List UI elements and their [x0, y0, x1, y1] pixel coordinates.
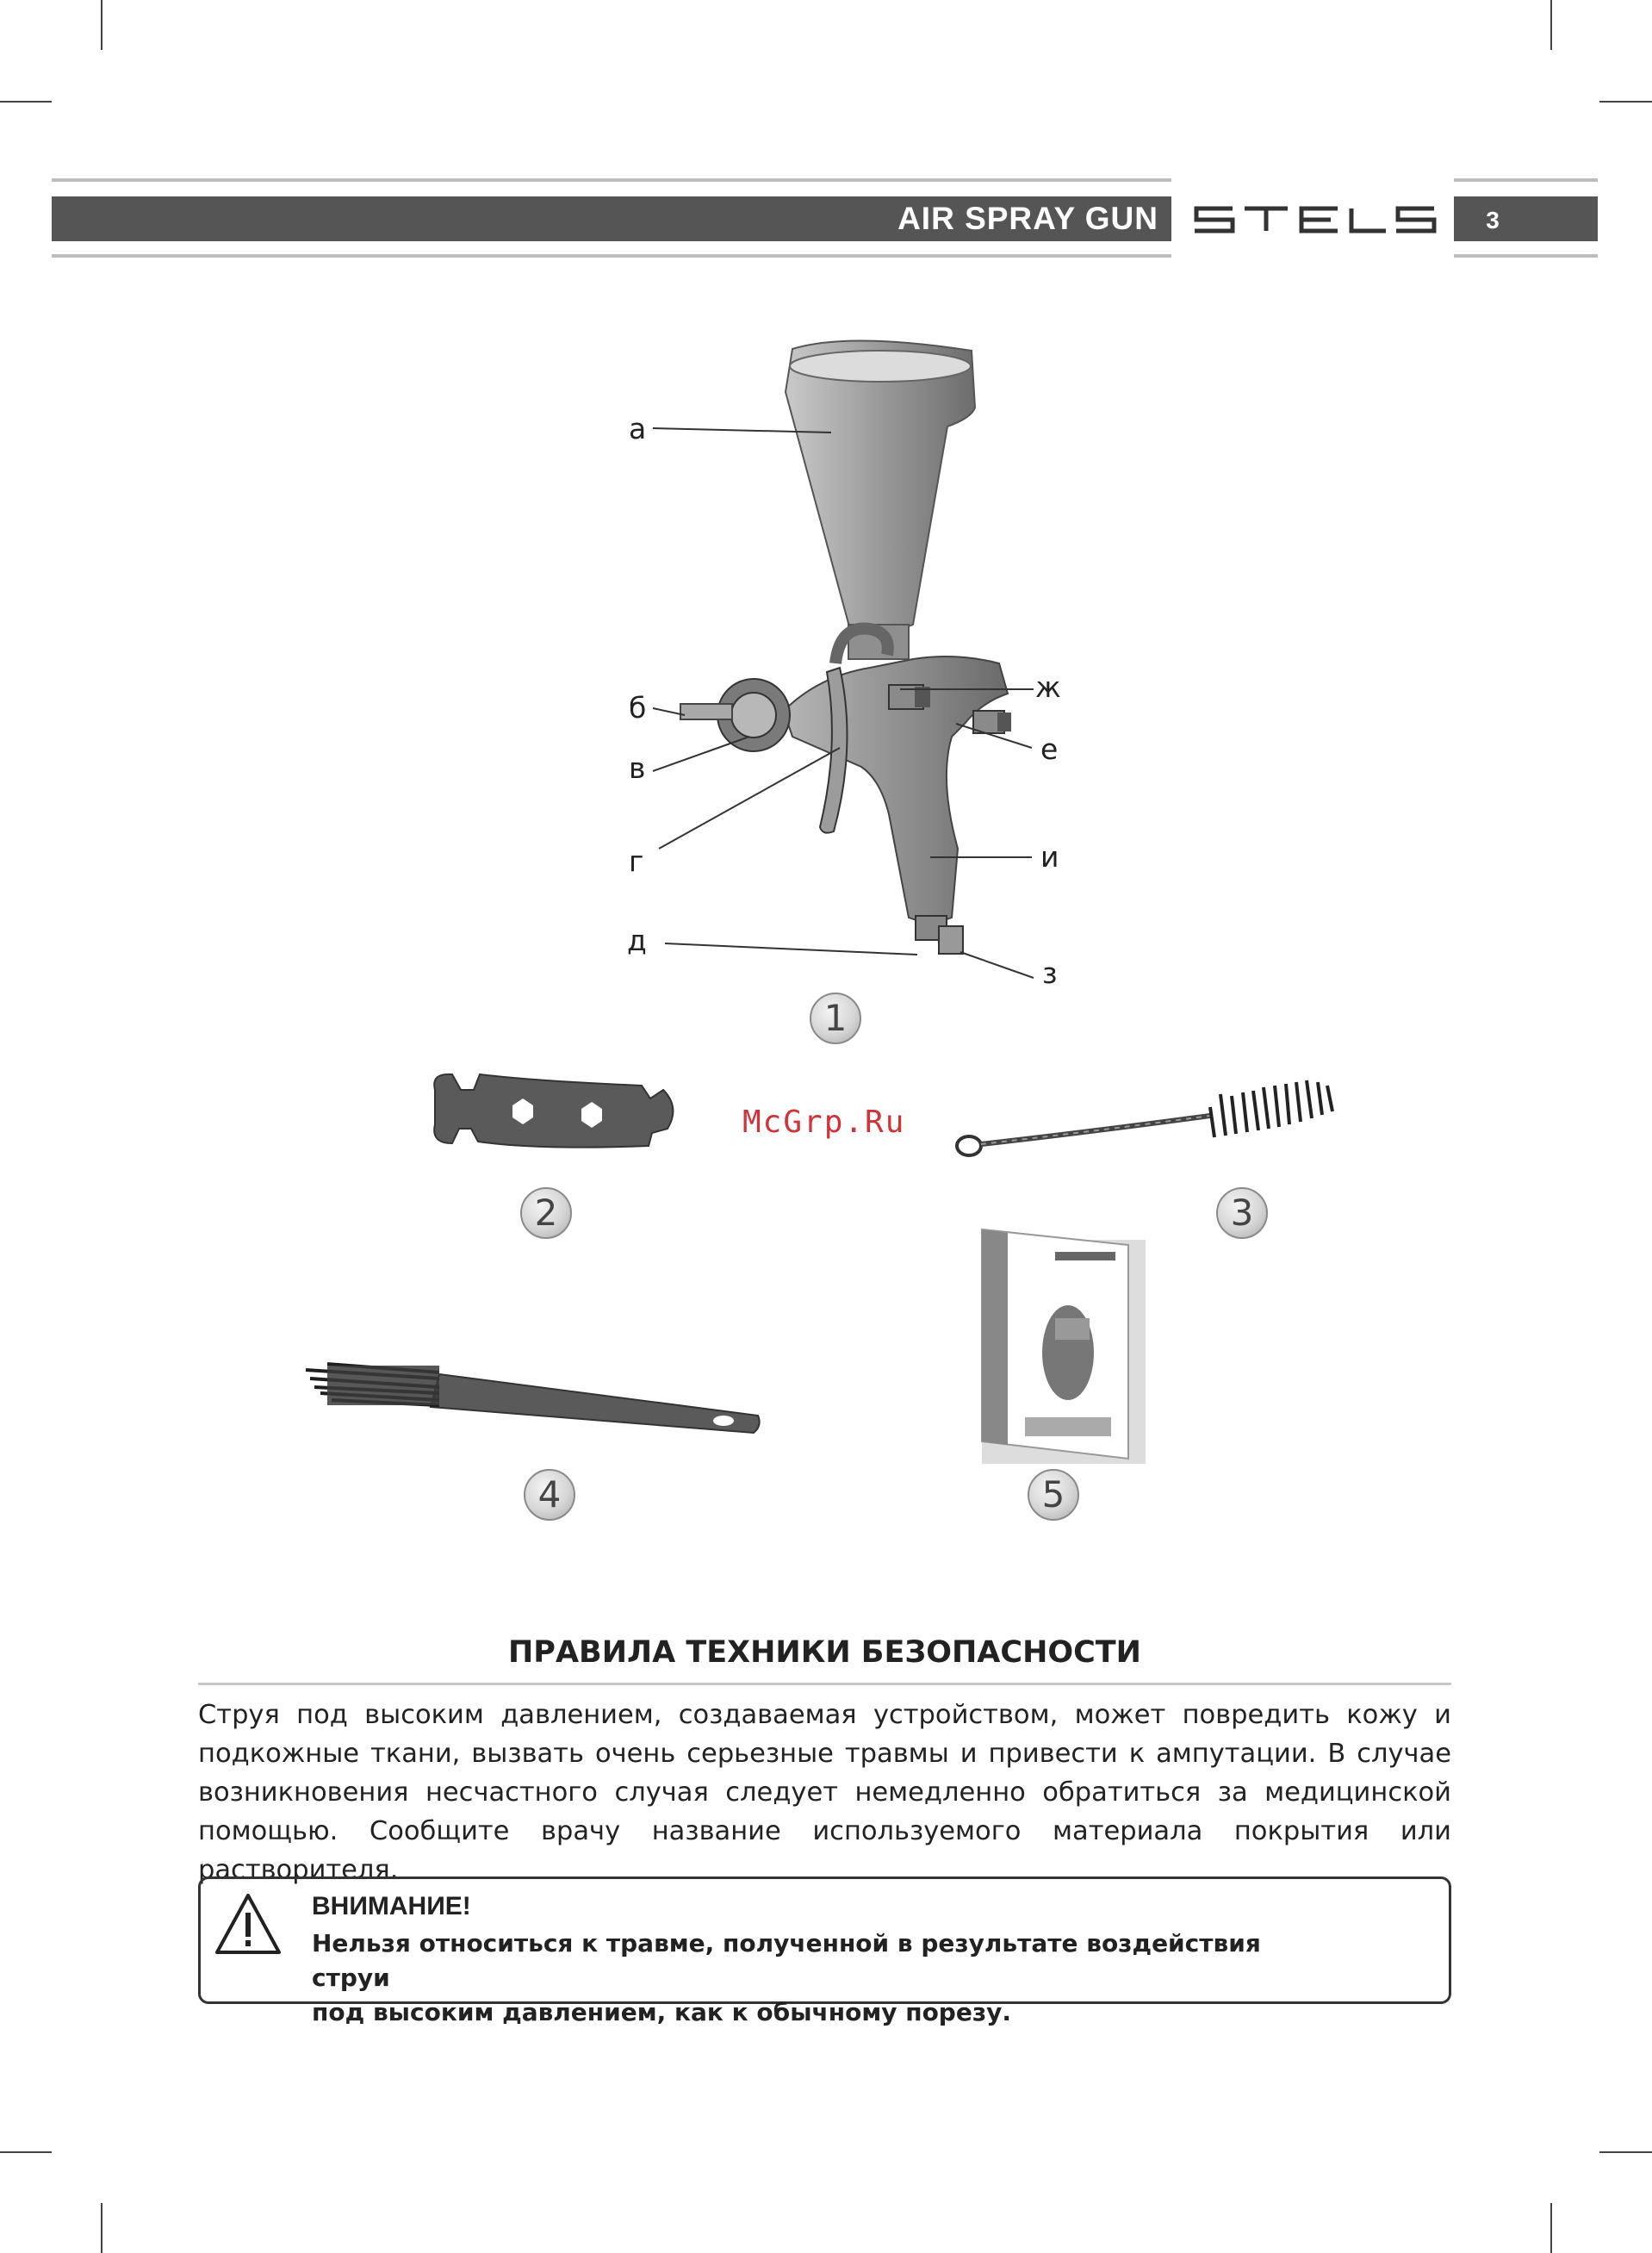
item-number-4: 4	[524, 1469, 575, 1521]
section-title: ПРАВИЛА ТЕХНИКИ БЕЗОПАСНОСТИ	[508, 1635, 1141, 1670]
item-number-2: 2	[520, 1187, 572, 1239]
warning-triangle-icon	[214, 1892, 283, 1956]
crop-mark	[101, 2203, 102, 2253]
callout-a: а	[629, 412, 647, 445]
warning-line-1: Нельзя относиться к травме, полученной в результате воздействия струи	[312, 1929, 1261, 1992]
item-number-5: 5	[1028, 1469, 1079, 1521]
item-number-3: 3	[1216, 1187, 1268, 1239]
callout-z: з	[1042, 956, 1058, 990]
callout-leaders	[0, 0, 1652, 1034]
warning-text	[312, 1926, 1345, 2030]
callout-e: е	[1040, 732, 1059, 766]
callout-v: в	[629, 751, 646, 785]
callout-b: б	[629, 691, 647, 725]
safety-paragraph: Струя под высоким давлением, создаваемая устройством, может повредить кожу и подкожные ткани, вызвать очень серьезные травмы и привести к ампутации. В случае возникновения несчастного случая следует немедленно обратиться за медицинской помощью. Сообщите врачу название используемого материала покрытия или растворителя.	[198, 1700, 1451, 1885]
section-divider	[198, 1683, 1451, 1685]
manual-booklet-illustration	[973, 1228, 1146, 1469]
wrench-illustration	[426, 1064, 685, 1159]
callout-zh: ж	[1035, 670, 1061, 704]
crop-mark	[0, 2151, 52, 2153]
crop-mark	[1599, 2151, 1652, 2153]
page-number: 3	[1486, 207, 1500, 233]
flat-brush-illustration	[301, 1340, 767, 1443]
callout-d: д	[627, 924, 647, 957]
callout-i: и	[1040, 840, 1059, 874]
warning-line-2: под высоким давлением, как к обычному порезу.	[312, 1998, 1011, 2026]
round-brush-illustration	[952, 1068, 1357, 1172]
warning-title: ВНИМАНИЕ!	[312, 1892, 471, 1920]
crop-mark	[1550, 2203, 1552, 2253]
watermark: McGrp.Ru	[742, 1105, 906, 1140]
item-number-1: 1	[810, 993, 861, 1044]
header-title: AIR SPRAY GUN	[897, 201, 1158, 236]
callout-g: г	[629, 844, 644, 878]
